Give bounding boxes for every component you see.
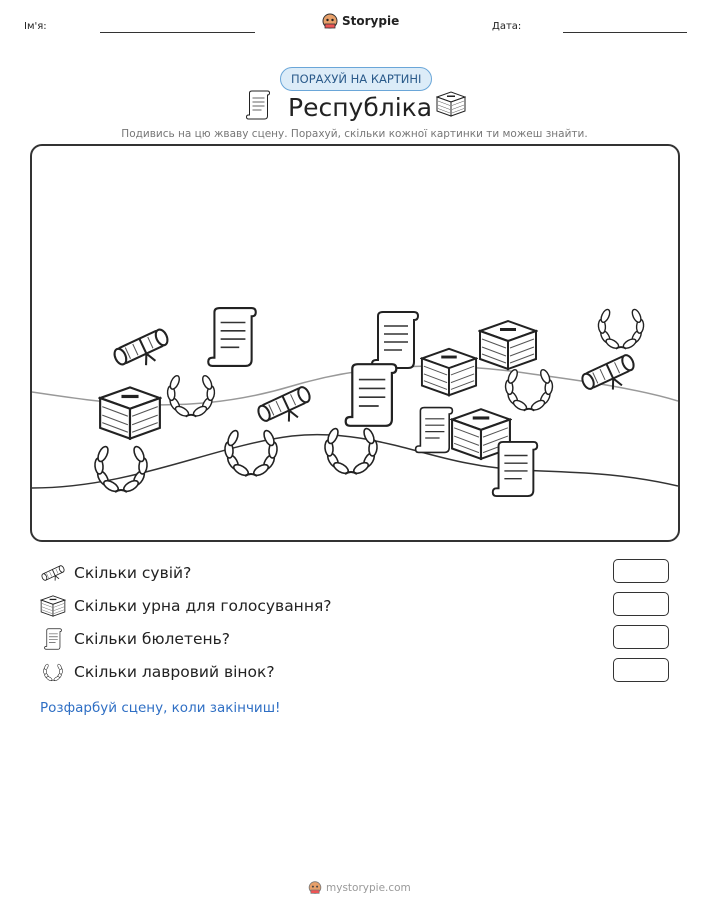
ballot-box-icon: [436, 90, 466, 118]
scroll-icon: [112, 328, 174, 376]
site-footer: [308, 880, 411, 895]
name-label: Ім'я:: [24, 21, 47, 32]
scene-illustration: [32, 146, 678, 540]
brand-name: Storypie: [342, 14, 400, 28]
laurel-wreath-icon: [224, 429, 277, 477]
ballot-box-icon: [480, 321, 536, 369]
brand-logo: [322, 12, 399, 30]
page-subtitle: Подивись на цю жваву сцену. Порахуй, скільки кожної картинки ти можеш знайти.: [121, 128, 588, 140]
ballot-box-icon: [100, 387, 160, 438]
ballot-paper-icon: [493, 442, 537, 496]
activity-badge: ПОРАХУЙ НА КАРТИНІ: [280, 67, 432, 91]
question-text: Скільки сувій?: [74, 564, 192, 582]
ballot-paper-icon: [346, 364, 397, 426]
ballot-paper-icon: [208, 308, 256, 366]
date-label: Дата:: [492, 21, 522, 32]
footer-note: Розфарбуй сцену, коли закінчиш!: [40, 700, 281, 716]
answer-box[interactable]: [613, 625, 669, 649]
question-row: [40, 562, 191, 584]
answer-box[interactable]: [613, 592, 669, 616]
ballot-box-icon: [40, 595, 66, 617]
question-row: [40, 661, 275, 683]
question-text: Скільки урна для голосування?: [74, 597, 332, 615]
ballot-paper-icon: [372, 312, 418, 368]
laurel-wreath-icon: [324, 427, 377, 475]
laurel-wreath-icon: [598, 308, 644, 350]
question-row: [40, 628, 230, 650]
ballot-box-icon: [422, 349, 476, 395]
scroll-icon: [40, 562, 66, 584]
answer-box[interactable]: [613, 658, 669, 682]
date-line[interactable]: [563, 32, 687, 33]
laurel-wreath-icon: [40, 661, 66, 683]
ballot-paper-icon: [40, 628, 66, 650]
scroll-icon: [256, 385, 316, 431]
scroll-icon: [580, 353, 640, 399]
name-line[interactable]: [100, 32, 255, 33]
laurel-wreath-icon: [94, 445, 147, 493]
laurel-wreath-icon: [505, 368, 553, 412]
ballot-paper-icon: [244, 90, 272, 120]
storypie-logo-icon: [322, 12, 338, 30]
question-text: Скільки бюлетень?: [74, 630, 231, 648]
answer-box[interactable]: [613, 559, 669, 583]
page-title: Республіка: [288, 93, 433, 122]
storypie-logo-icon: [308, 880, 322, 895]
laurel-wreath-icon: [167, 374, 215, 418]
question-row: [40, 595, 332, 617]
site-url[interactable]: mystorypie.com: [326, 881, 411, 894]
question-text: Скільки лавровий вінок?: [74, 663, 275, 681]
ballot-paper-icon: [416, 408, 453, 453]
scene-frame: [30, 144, 680, 542]
